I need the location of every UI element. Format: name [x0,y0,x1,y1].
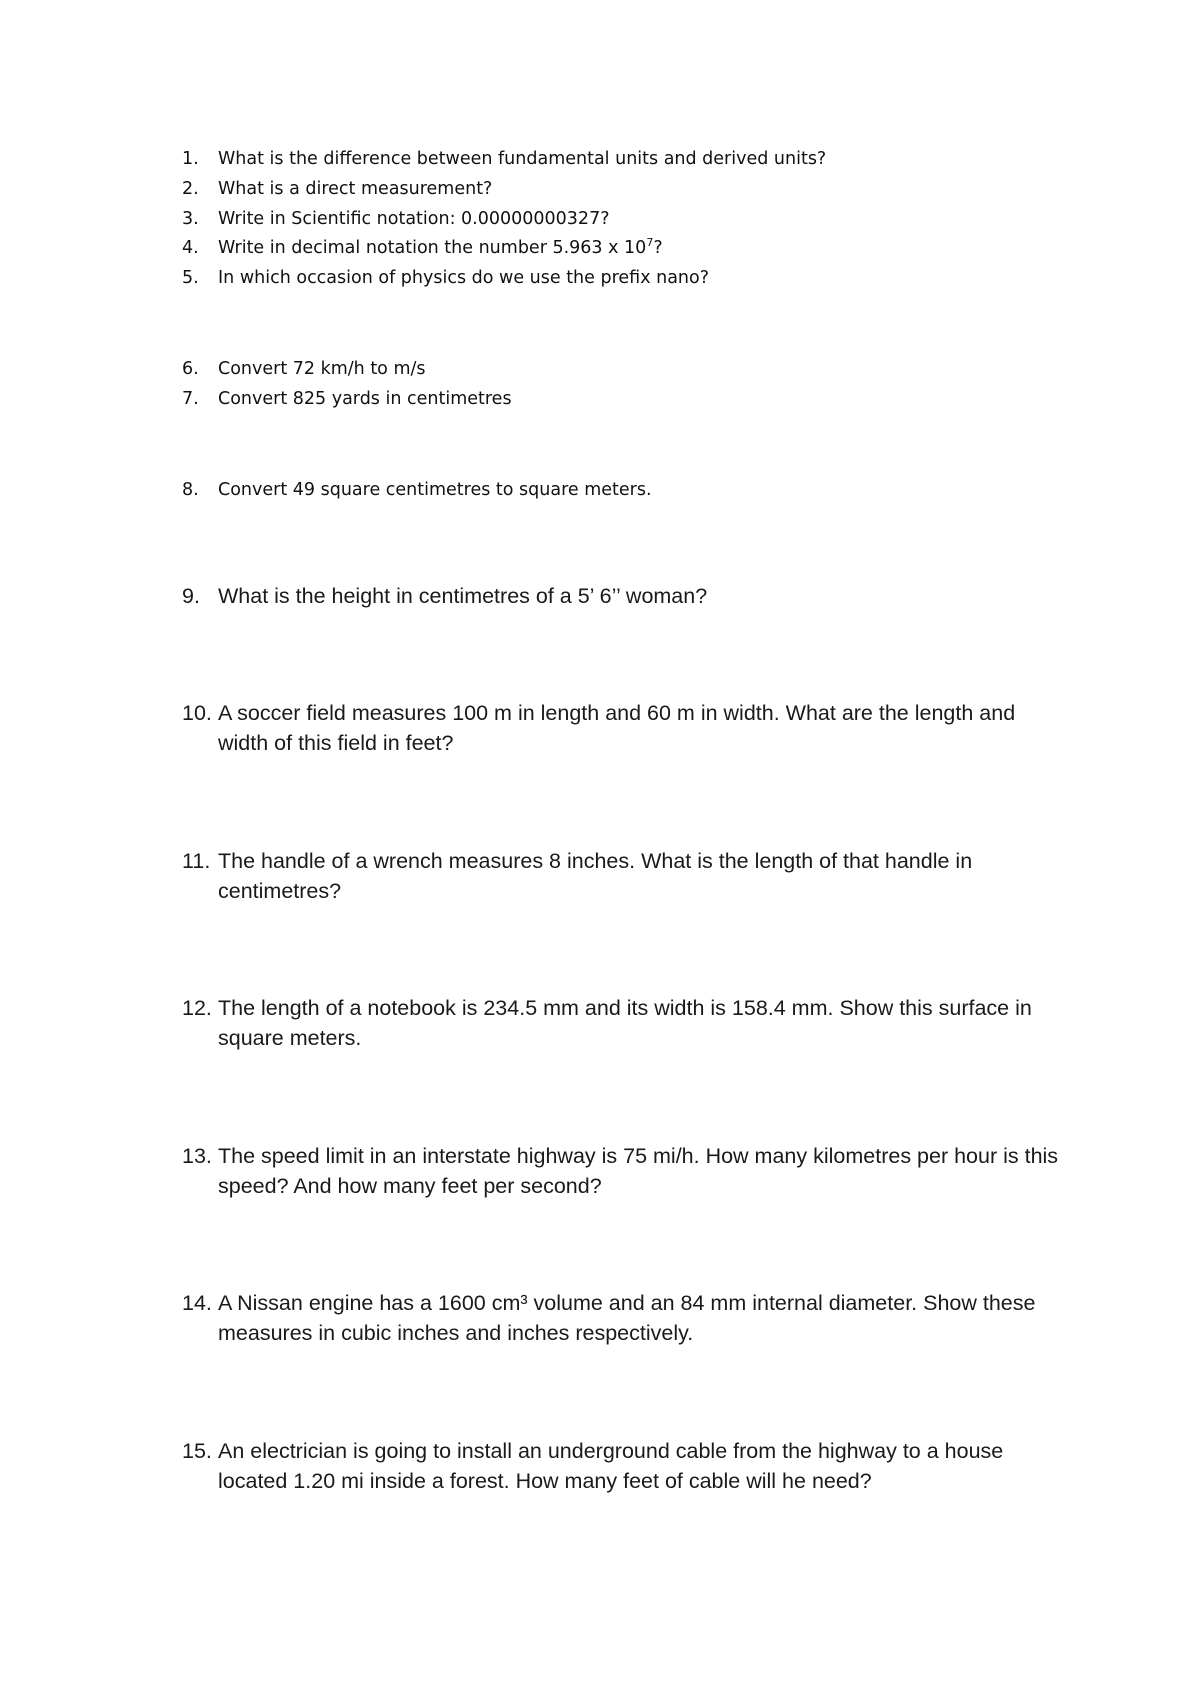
question-9 [182,581,1062,611]
question-number: 5. [182,268,199,288]
question-number: 10. [182,701,212,725]
question-text: Convert 72 km/h to m/s [218,359,426,379]
question-text: Convert 825 yards in centimetres [218,389,512,409]
question-number: 1. [182,149,199,169]
question-14 [182,1288,1062,1348]
question-text: The length of a notebook is 234.5 mm and its width is 158.4 mm. Show this surface in square meters. [218,996,1032,1050]
question-number: 15. [182,1439,212,1463]
question-number: 14. [182,1291,212,1315]
question-text: The speed limit in an interstate highway is 75 mi/h. How many kilometres per hour is this speed? And how many feet per second? [218,1144,1059,1198]
question-12 [182,993,1062,1053]
question-text: An electrician is going to install an underground cable from the highway to a house located 1.20 mi inside a forest. How many feet of cable will he need? [218,1439,1004,1493]
question-number: 12. [182,996,212,1020]
question-number: 7. [182,389,199,409]
question-text: A soccer field measures 100 m in length and 60 m in width. What are the length and width of this field in feet? [218,701,1016,755]
question-number: 2. [182,179,199,199]
question-text [218,237,663,259]
question-number: 4. [182,238,199,258]
question-number: 11. [182,849,211,873]
question-number: 3. [182,209,199,229]
question-10 [182,698,1062,758]
question-text: A Nissan engine has a 1600 cm³ volume and an 84 mm internal diameter. Show these measures in cubic inches and inches respectively. [218,1291,1036,1345]
question-text: What is the height in centimetres of a 5’ 6’’ woman? [218,584,708,608]
question-text: Convert 49 square centimetres to square meters. [218,480,652,500]
question-number: 8. [182,480,199,500]
question-number: 6. [182,359,199,379]
question-text: What is a direct measurement? [218,179,493,199]
question-text-end: ? [653,238,663,258]
question-13 [182,1141,1062,1201]
exponent: 7 [646,236,654,249]
question-11 [182,846,1062,906]
question-text: Write in Scientific notation: 0.00000000327? [218,209,610,229]
question-15 [182,1436,1062,1496]
question-number: 13. [182,1144,212,1168]
question-text: What is the difference between fundamental units and derived units? [218,149,827,169]
question-number: 9. [182,584,200,608]
question-text-main: Write in decimal notation the number 5.963 x 10 [218,238,647,258]
question-text: In which occasion of physics do we use the prefix nano? [218,268,710,288]
question-text: The handle of a wrench measures 8 inches. What is the length of that handle in centimetres? [218,849,973,903]
